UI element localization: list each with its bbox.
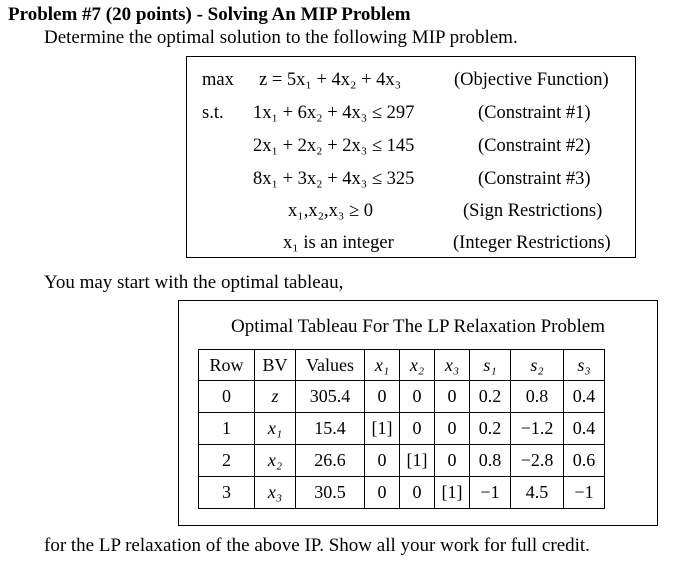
table-cell: 4.5 (511, 477, 564, 509)
table-cell: 26.6 (296, 445, 365, 477)
table-cell: [1] (365, 413, 400, 445)
table-cell: 0.6 (564, 445, 605, 477)
table-cell: 0 (365, 381, 400, 413)
table-cell: 0 (400, 477, 435, 509)
col-header: s₁ (470, 350, 511, 381)
table-cell: 0 (365, 477, 400, 509)
subject-to-label: s.t. (202, 103, 224, 123)
col-header: x₁ (365, 350, 400, 381)
tableau-box (178, 300, 658, 526)
tableau-title: Optimal Tableau For The LP Relaxation Problem (230, 316, 606, 337)
col-header: BV (255, 350, 296, 381)
optimal-tableau-table (198, 349, 605, 509)
objective-tag: (Objective Function) (454, 70, 609, 90)
integer-restriction: x₁ is an integer (283, 233, 394, 253)
table-cell: −1 (564, 477, 605, 509)
table-cell: 0 (435, 413, 470, 445)
constraint-2-tag: (Constraint #2) (478, 136, 591, 156)
table-cell: x₃ (255, 477, 296, 509)
table-cell: 0 (365, 445, 400, 477)
constraint-2: 2x₁ + 2x₂ + 2x₃ ≤ 145 (253, 136, 415, 156)
table-cell: 0.4 (564, 413, 605, 445)
constraint-3: 8x₁ + 3x₂ + 4x₃ ≤ 325 (253, 169, 415, 189)
col-header: x₃ (435, 350, 470, 381)
table-cell: z (255, 381, 296, 413)
table-cell: 0 (435, 381, 470, 413)
table-cell: 0.8 (511, 381, 564, 413)
table-cell: 2 (199, 445, 255, 477)
table-cell: 0 (199, 381, 255, 413)
table-cell: 3 (199, 477, 255, 509)
table-row (199, 381, 605, 413)
sign-restrictions: x₁,x₂,x₃ ≥ 0 (288, 201, 374, 221)
table-row (199, 445, 605, 477)
table-cell: x₂ (255, 445, 296, 477)
max-label: max (202, 70, 234, 90)
problem-title: Problem #7 (20 points) - Solving An MIP Problem (8, 4, 411, 25)
integer-restrictions-tag: (Integer Restrictions) (453, 233, 611, 253)
table-cell: 0 (435, 445, 470, 477)
table-cell: 305.4 (296, 381, 365, 413)
col-header: s₃ (564, 350, 605, 381)
col-header: Row (199, 350, 255, 381)
table-cell: 1 (199, 413, 255, 445)
table-cell: 0 (400, 413, 435, 445)
table-row (199, 477, 605, 509)
table-cell: −1.2 (511, 413, 564, 445)
table-cell: x₁ (255, 413, 296, 445)
tableau-note: You may start with the optimal tableau, (44, 272, 344, 293)
table-cell: 0.8 (470, 445, 511, 477)
footer-instructions: for the LP relaxation of the above IP. Show all your work for full credit. (44, 535, 590, 556)
table-cell: [1] (435, 477, 470, 509)
problem-instructions: Determine the optimal solution to the following MIP problem. (44, 27, 518, 48)
constraint-1-tag: (Constraint #1) (478, 103, 591, 123)
table-cell: 0.2 (470, 413, 511, 445)
constraint-1: 1x₁ + 6x₂ + 4x₃ ≤ 297 (253, 103, 415, 123)
constraint-3-tag: (Constraint #3) (478, 169, 591, 189)
table-cell: 30.5 (296, 477, 365, 509)
sign-restrictions-tag: (Sign Restrictions) (463, 201, 603, 221)
col-header: Values (296, 350, 365, 381)
table-cell: 15.4 (296, 413, 365, 445)
mip-formulation-box (186, 56, 636, 258)
col-header: s₂ (511, 350, 564, 381)
table-cell: [1] (400, 445, 435, 477)
table-cell: 0.2 (470, 381, 511, 413)
table-row (199, 413, 605, 445)
table-cell: −1 (470, 477, 511, 509)
col-header: x₂ (400, 350, 435, 381)
table-cell: 0.4 (564, 381, 605, 413)
table-cell: −2.8 (511, 445, 564, 477)
table-cell: 0 (400, 381, 435, 413)
objective-function: z = 5x₁ + 4x₂ + 4x₃ (259, 70, 402, 90)
tableau-header-row (199, 350, 605, 381)
